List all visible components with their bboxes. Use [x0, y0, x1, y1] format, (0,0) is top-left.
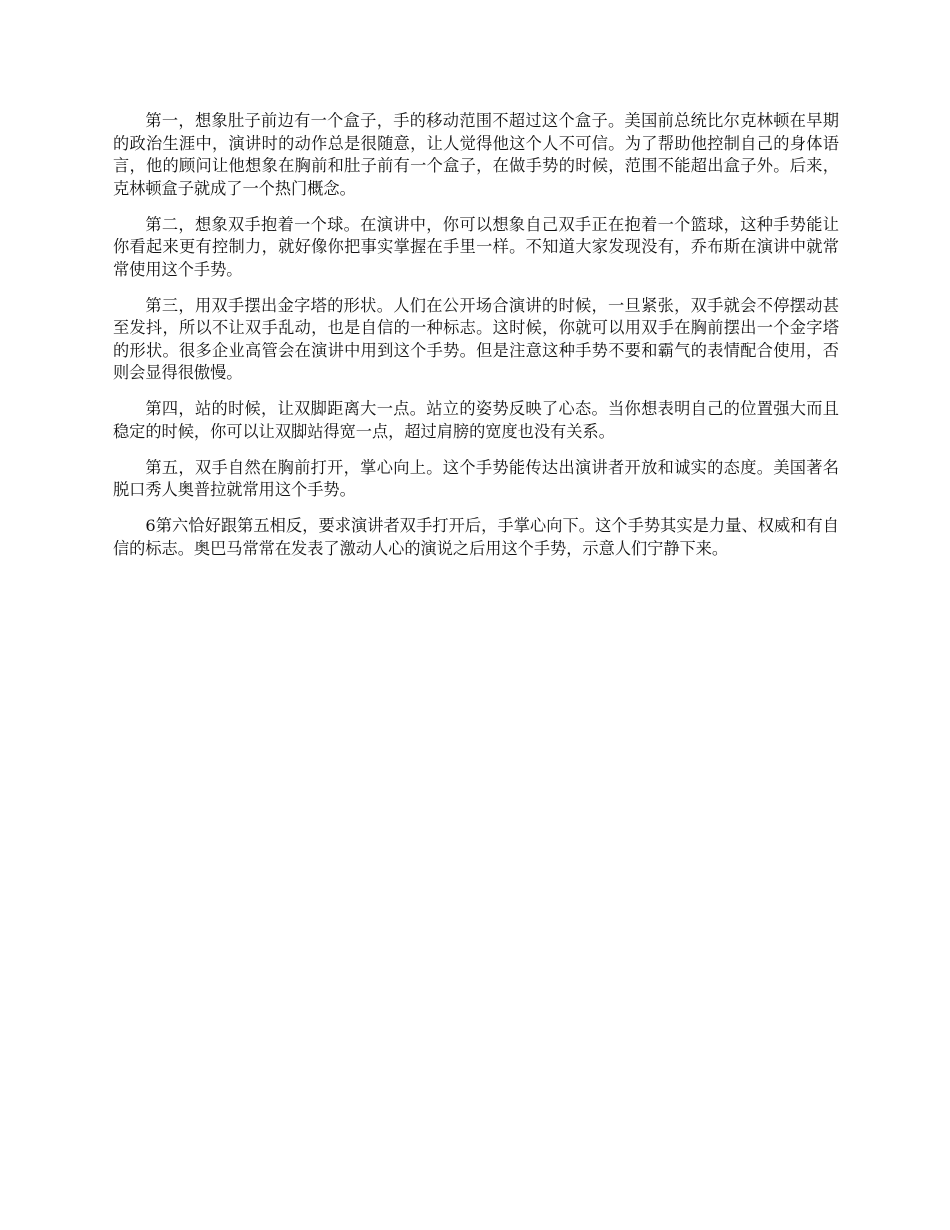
paragraph-1: 第一，想象肚子前边有一个盒子，手的移动范围不超过这个盒子。美国前总统比尔克林顿在早期的政治生涯中，演讲时的动作总是很随意，让人觉得他这个人不可信。为了帮助他控制自己的身体语言，他的顾问让他想象在胸前和肚子前有一个盒子，在做手势的时候，范围不能超出盒子外。后来，克林顿盒子就成了一个热门概念。	[113, 111, 839, 198]
paragraph-3: 第三，用双手摆出金字塔的形状。人们在公开场合演讲的时候，一旦紧张，双手就会不停摆动甚至发抖，所以不让双手乱动，也是自信的一种标志。这时候，你就可以用双手在胸前摆出一个金字塔的形状。很多企业高管会在演讲中用到这个手势。但是注意这种手势不要和霸气的表情配合使用，否则会显得很傲慢。	[113, 295, 839, 382]
paragraph-6: 6第六恰好跟第五相反，要求演讲者双手打开后，手掌心向下。这个手势其实是力量、权威和有自信的标志。奥巴马常常在发表了激动人心的演说之后用这个手势，示意人们宁静下来。	[113, 516, 839, 558]
document-body	[113, 110, 839, 574]
paragraph-4: 第四，站的时候，让双脚距离大一点。站立的姿势反映了心态。当你想表明自己的位置强大而且稳定的时候，你可以让双脚站得宽一点，超过肩膀的宽度也没有关系。	[113, 399, 839, 441]
paragraph-5: 第五，双手自然在胸前打开，掌心向上。这个手势能传达出演讲者开放和诚实的态度。美国著名脱口秀人奥普拉就常用这个手势。	[113, 457, 839, 499]
paragraph-2: 第二，想象双手抱着一个球。在演讲中，你可以想象自己双手正在抱着一个篮球，这种手势能让你看起来更有控制力，就好像你把事实掌握在手里一样。不知道大家发现没有，乔布斯在演讲中就常常使用这个手势。	[113, 214, 839, 279]
